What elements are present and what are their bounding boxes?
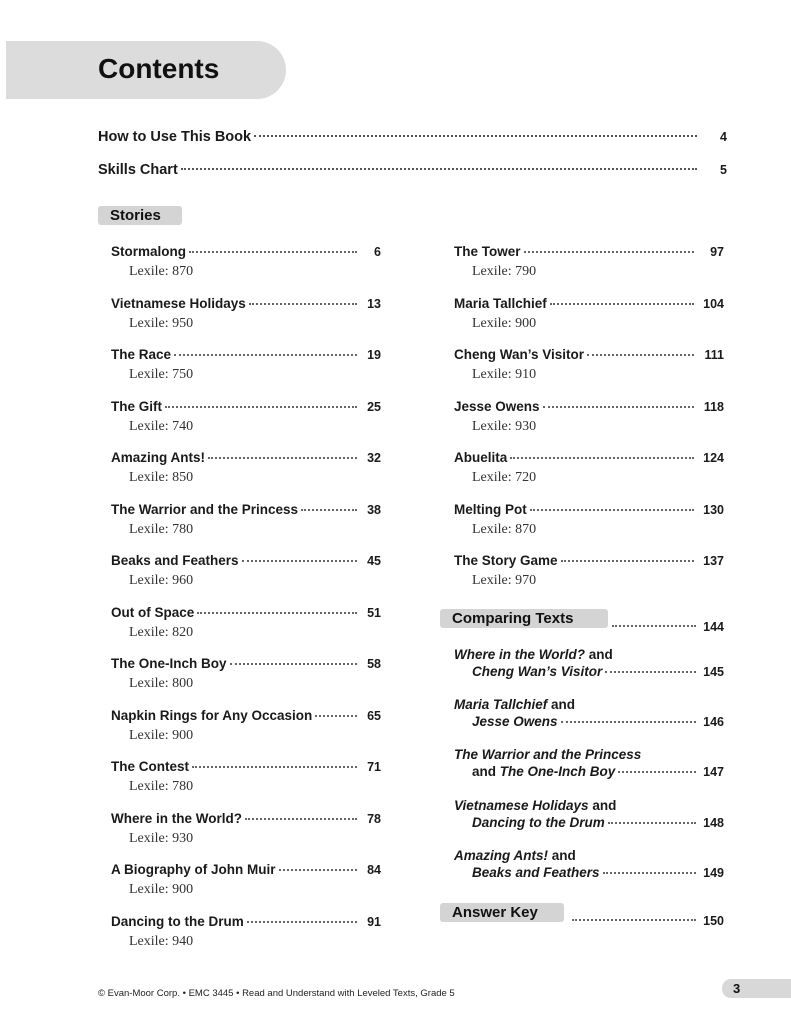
lexile-level: Lexile: 720 — [472, 470, 537, 485]
entry-title: How to Use This Book — [98, 129, 252, 145]
text-title-b: The One-Inch Boy — [499, 764, 616, 780]
toc-entry[interactable] — [111, 708, 381, 745]
lexile-level: Lexile: 950 — [129, 315, 194, 331]
toc-entry[interactable] — [111, 914, 381, 951]
lexile-level: Lexile: 780 — [129, 779, 194, 794]
entry-title: Skills Chart — [98, 162, 178, 178]
leader-dots — [603, 872, 696, 874]
toc-entry[interactable] — [454, 502, 724, 539]
entry-title: A Biography of John Muir — [111, 862, 276, 877]
entry-page: 145 — [703, 665, 724, 679]
entry-title: Jesse Owens — [454, 398, 540, 414]
toc-entry-how-to-use[interactable] — [98, 129, 727, 149]
leader-dots — [543, 406, 694, 408]
toc-entry[interactable] — [111, 759, 381, 796]
toc-entry[interactable] — [454, 553, 724, 590]
page-number-tab — [722, 979, 791, 998]
toc-entry[interactable] — [111, 296, 381, 333]
leader-dots — [524, 251, 694, 253]
lexile-level: Lexile: 870 — [472, 521, 537, 537]
entry-title: Beaks and Feathers — [111, 553, 239, 568]
lexile-level: Lexile: 910 — [472, 367, 537, 382]
leader-dots — [230, 663, 357, 665]
connector: and — [548, 847, 576, 863]
footer-credit: © Evan-Moor Corp. • EMC 3445 • Read and Understand with Leveled Texts, Grade 5 — [98, 988, 455, 999]
lexile-level: Lexile: 800 — [129, 676, 194, 691]
leader-dots — [242, 560, 357, 562]
entry-title: The Tower — [454, 244, 521, 259]
text-title-a: Vietnamese Holidays — [454, 797, 589, 813]
entry-page: 6 — [374, 245, 381, 259]
entry-page: 124 — [703, 451, 724, 465]
entry-page: 38 — [367, 502, 381, 517]
entry-page: 32 — [367, 451, 381, 465]
entry-title: Napkin Rings for Any Occasion — [111, 707, 313, 723]
toc-entry[interactable] — [454, 296, 724, 333]
entry-page: 78 — [367, 811, 381, 826]
text-title-b: Beaks and Feathers — [472, 864, 600, 880]
comparing-entry[interactable] — [454, 645, 724, 683]
leader-dots — [208, 457, 357, 459]
leader-dots — [550, 303, 694, 305]
text-title-a: The Warrior and the Princess — [454, 747, 642, 763]
lexile-level: Lexile: 930 — [472, 418, 537, 434]
lexile-level: Lexile: 940 — [129, 933, 194, 949]
leader-dots — [572, 919, 696, 921]
leader-dots — [608, 822, 696, 824]
leader-dots — [561, 560, 694, 562]
toc-entry[interactable] — [454, 450, 724, 487]
entry-title: The Story Game — [454, 553, 558, 568]
leader-dots — [561, 721, 696, 723]
entry-title: Abuelita — [454, 450, 508, 465]
entry-page: 144 — [703, 620, 724, 634]
toc-entry[interactable] — [111, 244, 381, 281]
entry-page: 58 — [367, 657, 381, 671]
entry-page: 104 — [703, 296, 724, 311]
lexile-level: Lexile: 780 — [129, 521, 194, 537]
leader-dots — [174, 354, 357, 356]
leader-dots — [301, 509, 357, 511]
toc-entry[interactable] — [111, 862, 381, 899]
toc-entry-skills-chart[interactable] — [98, 162, 727, 182]
lexile-level: Lexile: 930 — [129, 830, 194, 846]
text-title-b: Jesse Owens — [472, 714, 558, 730]
toc-entry[interactable] — [111, 605, 381, 642]
entry-title: Stormalong — [111, 244, 187, 259]
text-title-a: Where in the World? — [454, 647, 585, 662]
entry-page: 19 — [367, 348, 381, 362]
entry-page: 150 — [703, 914, 724, 928]
lexile-level: Lexile: 850 — [129, 470, 194, 485]
leader-dots — [192, 766, 357, 768]
entry-title: Cheng Wan’s Visitor — [454, 347, 585, 362]
entry-page: 71 — [367, 760, 381, 774]
entry-page: 146 — [703, 715, 724, 730]
toc-entry[interactable] — [111, 450, 381, 487]
leader-dots — [245, 818, 357, 820]
comparing-texts-row[interactable] — [440, 609, 724, 634]
comparing-entry[interactable] — [454, 695, 724, 733]
lexile-level: Lexile: 740 — [129, 418, 194, 434]
entry-page: 5 — [720, 163, 727, 177]
connector: and — [472, 764, 500, 780]
lexile-level: Lexile: 790 — [472, 264, 537, 279]
toc-entry[interactable] — [111, 347, 381, 384]
stories-heading: Stories — [98, 206, 182, 225]
page-title: Contents — [98, 53, 220, 84]
entry-page: 118 — [703, 399, 724, 414]
page-number: 3 — [733, 981, 741, 996]
entry-page: 147 — [703, 765, 724, 780]
comparing-entry[interactable] — [454, 796, 724, 834]
toc-entry[interactable] — [454, 347, 724, 384]
leader-dots — [197, 612, 357, 614]
entry-title: The One-Inch Boy — [111, 656, 227, 671]
leader-dots — [587, 354, 694, 356]
entry-title: Dancing to the Drum — [111, 913, 244, 929]
entry-title: Vietnamese Holidays — [111, 295, 246, 311]
lexile-level: Lexile: 900 — [129, 882, 194, 897]
entry-page: 148 — [703, 815, 724, 830]
answer-key-row[interactable] — [440, 903, 724, 928]
entry-page: 137 — [703, 554, 724, 568]
lexile-level: Lexile: 870 — [129, 264, 194, 279]
leader-dots — [279, 869, 358, 871]
leader-dots — [612, 625, 696, 627]
connector: and — [547, 697, 576, 713]
toc-entry[interactable] — [111, 656, 381, 693]
leader-dots — [315, 715, 357, 717]
entry-title: Where in the World? — [111, 810, 242, 826]
lexile-level: Lexile: 900 — [129, 727, 194, 743]
toc-entry[interactable] — [111, 502, 381, 539]
leader-dots — [510, 457, 694, 459]
entry-title: Amazing Ants! — [111, 450, 205, 465]
lexile-level: Lexile: 960 — [129, 573, 194, 588]
comparing-texts-heading: Comparing Texts — [440, 609, 608, 628]
toc-entry[interactable] — [454, 399, 724, 436]
entry-page: 91 — [367, 914, 381, 929]
lexile-level: Lexile: 820 — [129, 624, 194, 640]
text-title-a: Amazing Ants! — [454, 847, 548, 863]
comparing-entry[interactable] — [454, 846, 724, 884]
entry-page: 13 — [367, 296, 381, 311]
entry-title: Maria Tallchief — [454, 295, 547, 311]
connector: and — [585, 647, 613, 662]
toc-entry[interactable] — [111, 399, 381, 436]
text-title-a: Maria Tallchief — [454, 697, 548, 713]
entry-page: 51 — [367, 605, 381, 620]
lexile-level: Lexile: 900 — [472, 315, 537, 331]
leader-dots — [181, 168, 697, 170]
entry-page: 149 — [703, 865, 724, 880]
entry-title: The Gift — [111, 398, 162, 414]
connector: and — [588, 797, 617, 813]
lexile-level: Lexile: 970 — [472, 573, 537, 588]
answer-key-heading: Answer Key — [440, 903, 564, 922]
entry-page: 84 — [367, 863, 381, 877]
lexile-level: Lexile: 750 — [129, 367, 194, 382]
leader-dots — [189, 251, 357, 253]
toc-entry[interactable] — [454, 244, 724, 281]
entry-title: Melting Pot — [454, 501, 527, 517]
leader-dots — [605, 671, 696, 673]
comparing-entry[interactable] — [454, 745, 724, 783]
leader-dots — [618, 771, 696, 773]
entry-title: Out of Space — [111, 604, 195, 620]
entry-page: 25 — [367, 399, 381, 414]
entry-page: 130 — [703, 502, 724, 517]
entry-page: 45 — [367, 554, 381, 568]
text-title-b: Cheng Wan’s Visitor — [472, 664, 603, 679]
entry-page: 65 — [367, 708, 381, 723]
leader-dots — [249, 303, 357, 305]
leader-dots — [254, 135, 697, 137]
toc-entry[interactable] — [111, 811, 381, 848]
entry-page: 4 — [720, 130, 727, 144]
leader-dots — [530, 509, 694, 511]
text-title-b: Dancing to the Drum — [472, 814, 605, 830]
entry-title: The Race — [111, 347, 172, 362]
entry-page: 111 — [704, 348, 724, 362]
entry-title: The Contest — [111, 759, 190, 774]
leader-dots — [247, 921, 357, 923]
leader-dots — [165, 406, 357, 408]
toc-entry[interactable] — [111, 553, 381, 590]
entry-page: 97 — [710, 245, 724, 259]
entry-title: The Warrior and the Princess — [111, 501, 299, 517]
title-tab — [6, 41, 286, 99]
